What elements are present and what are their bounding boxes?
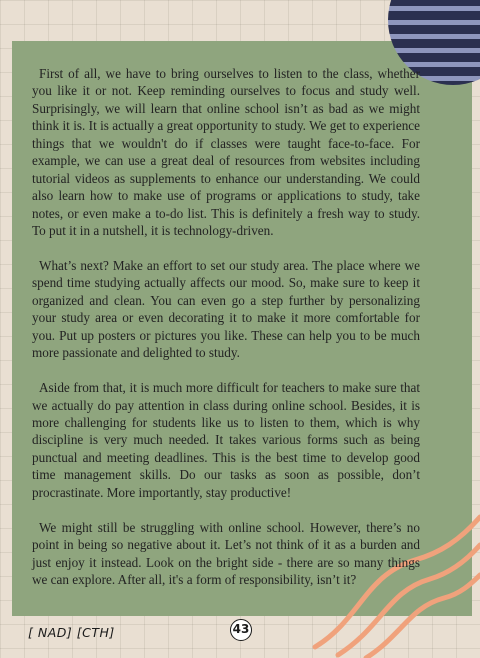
author-tag: [ NAD] [CTH] — [28, 625, 115, 640]
paragraph-1: First of all, we have to bring ourselves to listen to the class, whether you like it or not. Keep reminding ourselves to focus and study well. Surprisingly, we will learn that online school isn’t as bad as we might think it is. It is actually a great opportunity to study. We get to experience things that we wouldn't do if classes were taught face-to-face. For example, we can use a great deal of resources from websites including tutorial videos as supplements to enhance our understanding. We could also learn how to make use of programs or applications to study, take notes, or even make a to-do list. This is definitely a fresh way to study. To put it in a nutshell, it is technology-driven. — [32, 66, 420, 239]
paragraph-2: What’s next? Make an effort to set our study area. The place where we spend time studying actually affects our mood. So, make sure to keep it organized and clean. You can even go a step further by personalizing your study area or even decorating it to make it more comfortable for you. Put up posters or pictures you like. These can help you to be much more passionate and delighted to study. — [32, 257, 420, 361]
page-number: 43 — [230, 619, 252, 641]
paragraph-3: Aside from that, it is much more difficult for teachers to make sure that we actually do pay attention in class during online school. Besides, it is more challenging for students like us to listen to them, which is why discipline is very much needed. It takes various forms such as being punctual and meeting deadlines. This is the best time to develop good time management skills. Do our tasks as soon as possible, don’t procrastinate. More importantly, stay productive! — [32, 380, 420, 500]
paragraph-4: We might still be struggling with online school. However, there’s no point in being so negative about it. Let’s not think of it as a burden and just enjoy it instead. Look on the bright side - there are so many things we can explore. After all, it's a form of responsibility, isn’t it? — [32, 519, 420, 588]
article-body — [32, 65, 420, 606]
